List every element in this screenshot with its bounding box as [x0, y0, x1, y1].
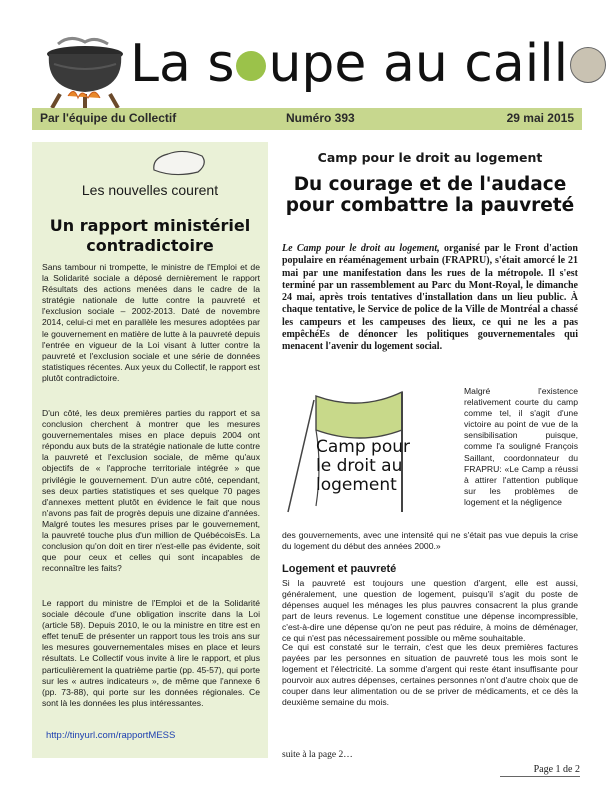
lead-paragraph: Le Camp pour le droit au logement, organisé par le Front d'action populaire en réaménagement urbain (FRAPRU), s'était amorcé le 21 mai par une manifestation dans les rues de la métropole. Il s'est terminé par un rassemblement au Parc du Mont-Royal, le dimanche 24 mai, après trois tentatives d'installation dans un lieu public. À chaque tentative, le Service de police de la Ville de Montréal a chassé les campeurs et les campeuses des lieux, ce qui ne les a pas empêchéEs de dénoncer les politiques gouvernementales qui menacent l'avenir du logement social.	[282, 243, 578, 353]
left-kicker: Les nouvelles courent	[81, 182, 219, 198]
logo-line-3: logement	[316, 475, 397, 495]
stone-u-icon	[570, 47, 606, 83]
issue-bar	[32, 108, 582, 130]
right-headline: Du courage et de l'audace pour combattre la pauvreté	[285, 174, 575, 216]
issue-number: Numéro 393	[286, 111, 355, 125]
right-paragraph-1: Si la pauvreté est toujours une question d'argent, elle est aussi, généralement, une question de logement, puisqu'il s'agit du poste de dépenses auquel les ménages les plus pauvres consacrent la plus grande part de leurs revenus. Le logement constitue une dépense incompressible, c'est-à-dire une dépense qu'on ne peut pas réduire, à moins de déménager, ce qui n'est pas nécessairement possible ou même souhaitable.	[282, 578, 578, 644]
report-link[interactable]: http://tinyurl.com/rapportMESS	[46, 730, 176, 741]
page-number: Page 1 de 2	[500, 764, 580, 777]
issue-author: Par l'équipe du Collectif	[40, 111, 177, 125]
subheading-logement: Logement et pauvreté	[282, 563, 397, 575]
right-paragraph-2: Ce qui est constaté sur le terrain, c'est que les deux premières factures payées par les personnes en situation de pauvreté tous les mois sont le logement et l'électricité. La somme d'argent qui reste étant insuffisante pour pourvoir aux autres dépenses, certaines personnes n'ont d'autre choix que de couper dans leur alimentation ou de se priver de médicaments, et ce dès la deuxième semaine du mois.	[282, 642, 578, 708]
rock-icon	[150, 148, 208, 176]
right-kicker: Camp pour le droit au logement	[317, 150, 543, 165]
soup-o-icon	[236, 51, 266, 81]
continued-note: suite à la page 2…	[282, 750, 353, 760]
side-paragraph: Malgré l'existence relativement courte du camp comme tel, il s'agit d'une victoire au point de vue de la sensibilisation puisque, comme l'a souligné François Saillant, coordonnateur du FRAPRU: «Le Camp a réussi à attirer l'attention publique sur les problèmes de logement et la négligence	[464, 386, 578, 507]
left-headline: Un rapport ministériel contradictoire	[49, 216, 251, 255]
left-paragraph-3: Le rapport du ministre de l'Emploi et de la Solidarité sociale découle d'une obligation inscrite dans la Loi (article 58). Depuis 2010, le ou la ministre en titre est en effet tenuE de présenter un rapport tous les trois ans sur les mesures gouvernementales mises en place et leurs résultats. Le Collectif vous invite à lire le rapport, et plus particulièrement la quatrième partie (pp. 45-57), qui porte sur les « autres indicateurs », de même que l'annexe 6 (pp. 73-88), qui porte sur les données régionales. Ce sont là les données les plus intéressantes.	[42, 598, 260, 708]
quote-continuation: des gouvernements, avec une intensité qui ne s'était pas vue depuis la crise du logement du début des années 2000.»	[282, 530, 578, 552]
logo-line-2: le droit au	[316, 456, 403, 476]
camp-logo	[282, 386, 458, 518]
logo-line-1: Camp pour	[316, 437, 410, 457]
issue-date: 29 mai 2015	[506, 111, 574, 125]
cooking-pot-icon	[40, 34, 130, 110]
left-paragraph-1: Sans tambour ni trompette, le ministre de l'Emploi et de la Solidarité sociale a déposé dernièrement le rapport Résultats des actions menées dans le cadre de la stratégie nationale de lutte contre la pauvreté et l'exclusion sociale – 2002-2013. Daté de novembre 2014, celui-ci met en parallèle les mesures adoptées par le gouvernement en matière de lutte à la pauvreté depuis l'entrée en vigueur de la Loi visant à lutter contre la pauvreté et l'exclusion sociale et une série de données statistiques récentes. Aux yeux du Collectif, le rapport est plutôt contradictoire.	[42, 262, 260, 383]
left-paragraph-2: D'un côté, les deux premières parties du rapport et sa conclusion cherchent à montrer que les mesures gouvernementales mises en place depuis 2004 ont répondu aux buts de la stratégie nationale de lutte contre la pauvreté et l'exclusion sociale, de même qu'aux objectifs de « l'approche territoriale intégrée » que privilégie le gouvernement. D'un autre côté, cependant, ses deux parties statistiques et ses quelque 70 pages d'annexes mettent plutôt en évidence le fait que nous n'avons pas fait de progrès depuis une dizaine d'années. Malgré toutes les mesures prises par le gouvernement, la pauvreté touche plus d'un million de QuébécoisEs. La conclusion qu'on doit en tirer n'est-elle pas évidente, soit que pour ceux et celles qui sont incapables de reconnaître les faits?	[42, 408, 260, 574]
newsletter-title: La s upe au caill	[130, 34, 606, 94]
